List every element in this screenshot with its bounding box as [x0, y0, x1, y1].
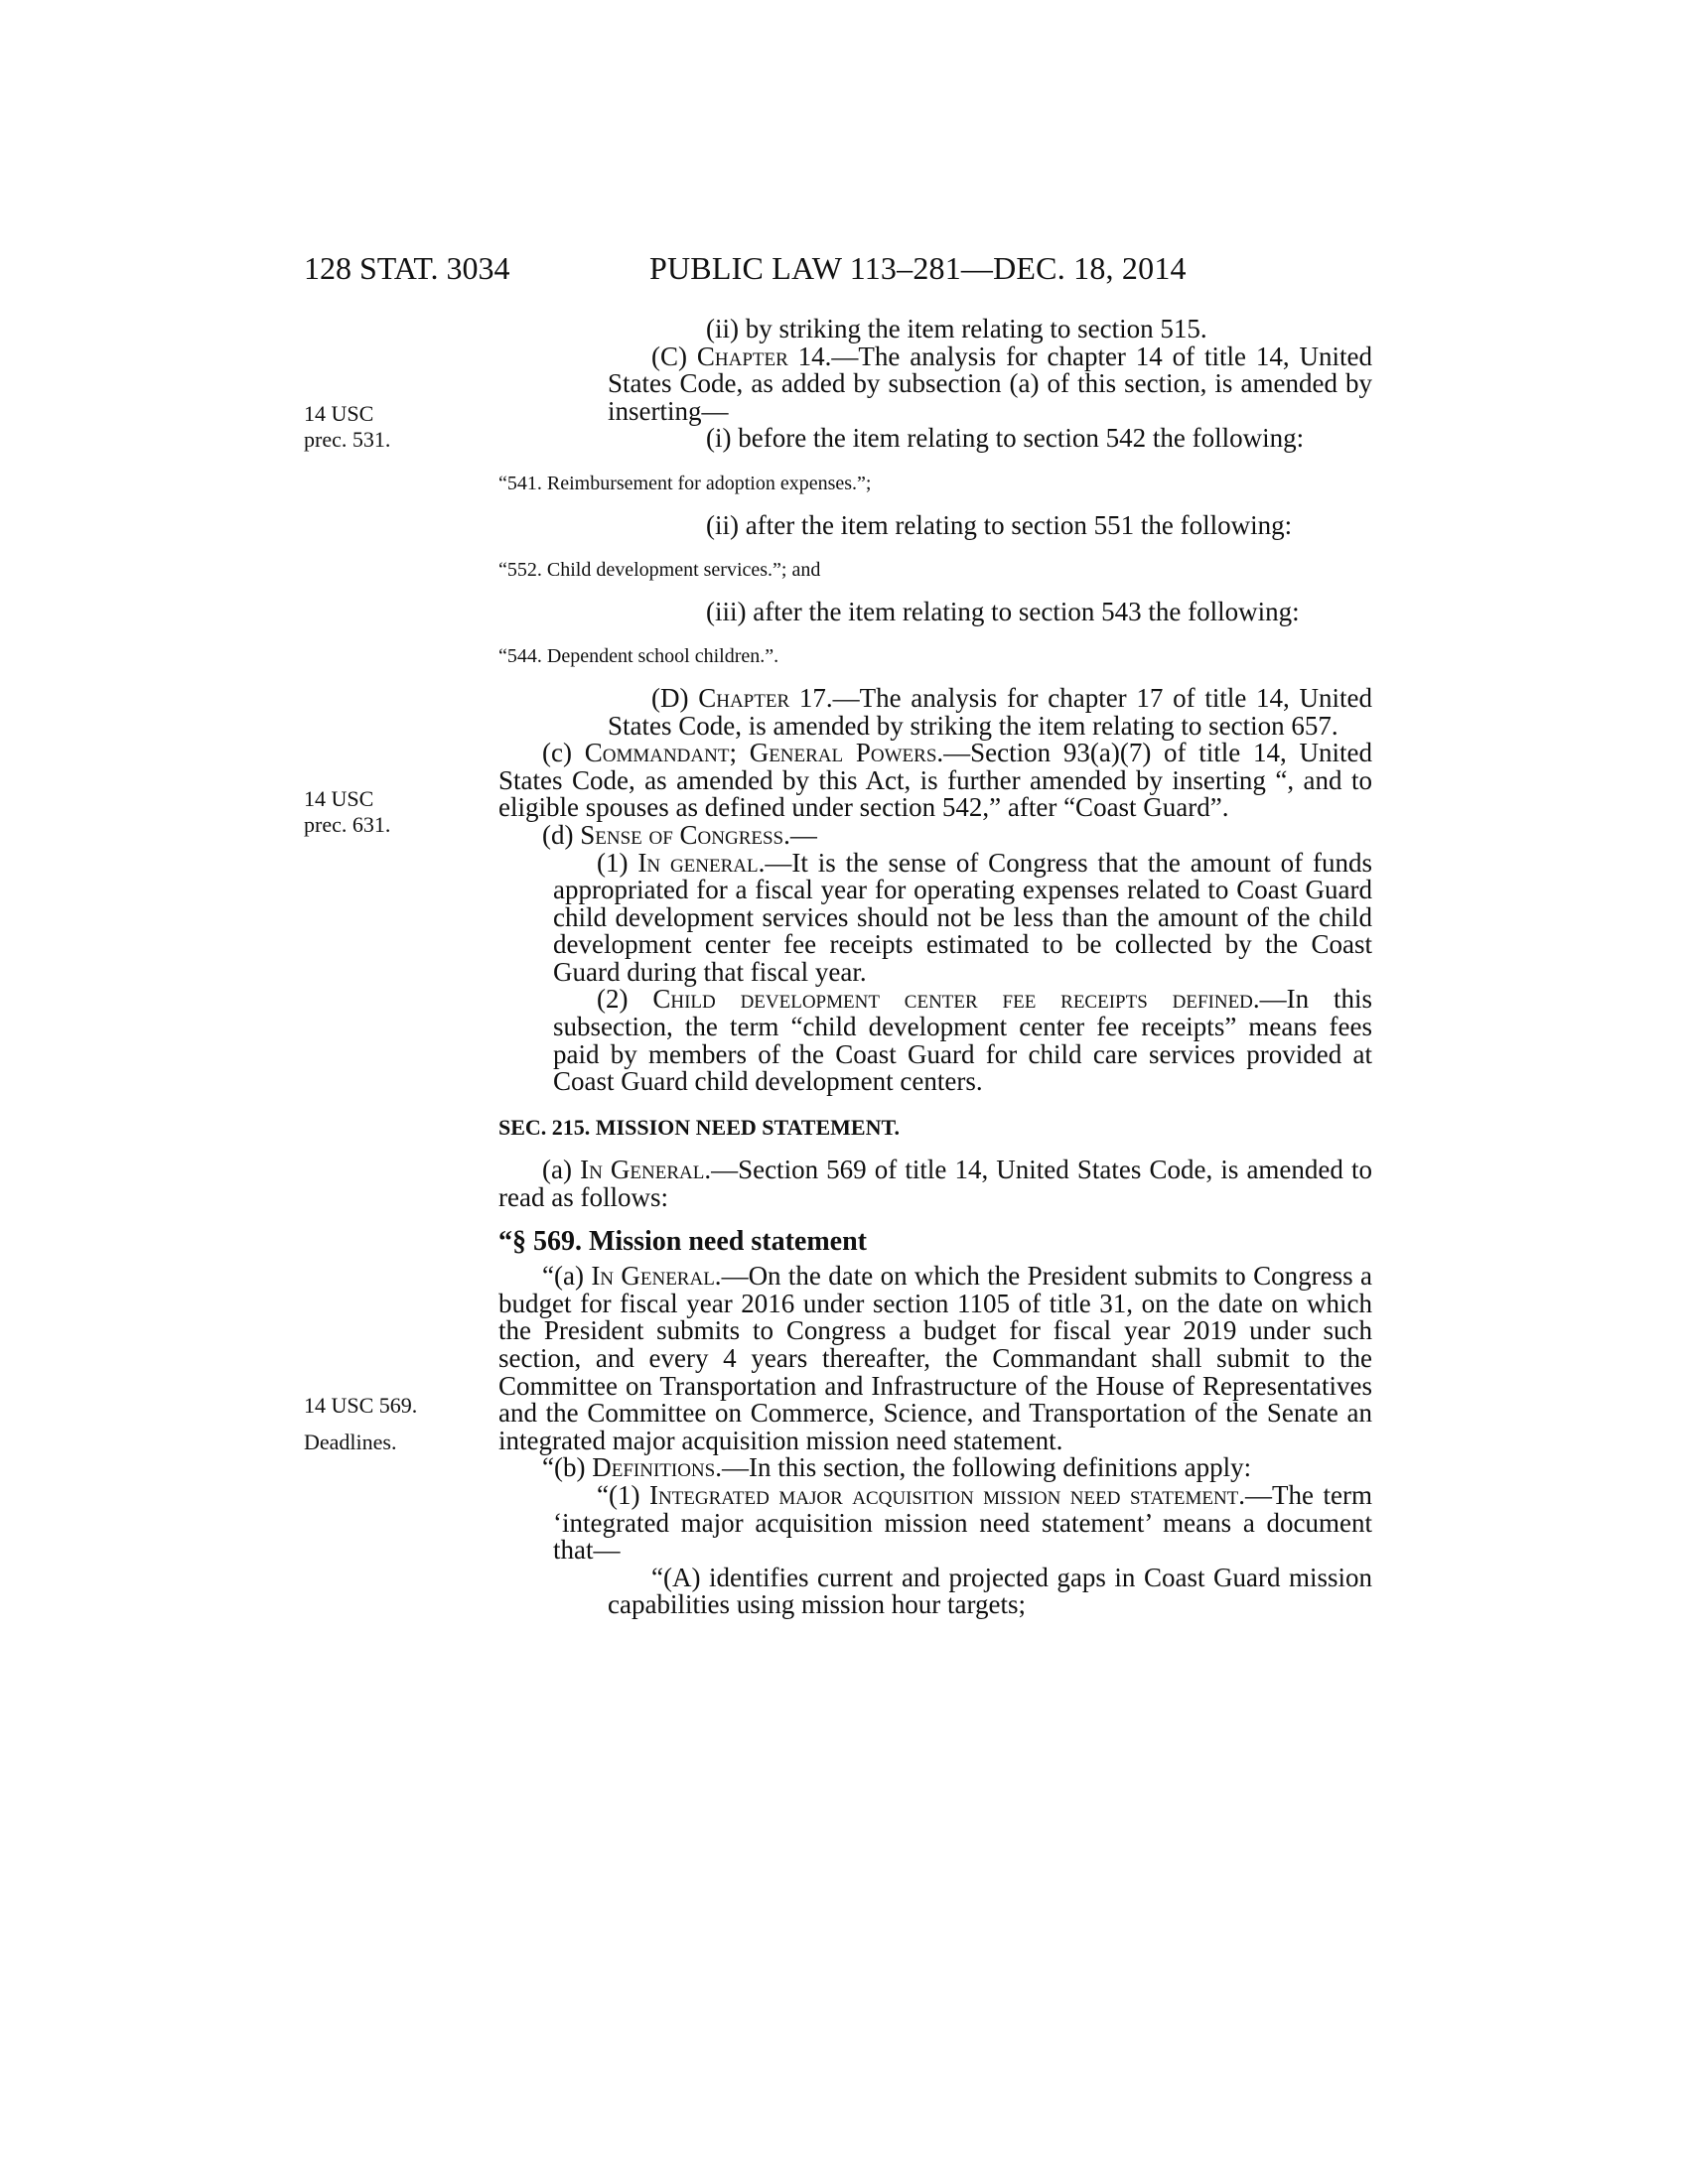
paragraph-569-b-1-A: “(A) identifies current and projected gaps in Coast Guard mission capabilities using mission hour targets;	[608, 1562, 1372, 1620]
paragraph-569-b-definitions: “(b) Definitions.—In this section, the following definitions apply:	[542, 1452, 1252, 1483]
paragraph-fee-receipts-defined: (2) Child development center fee receipts defined.—In this subsection, the term “child development center fee receipts” means fees paid by members of the Coast Guard for child care services provided at Coast Guard child development centers.	[553, 984, 1373, 1097]
section-569-title: “§ 569. Mission need statement	[498, 1225, 867, 1257]
public-law-title: PUBLIC LAW 113–281—DEC. 18, 2014	[649, 250, 1187, 286]
margin-note-deadlines: Deadlines.	[304, 1430, 397, 1454]
inserted-item-541: “541. Reimbursement for adoption expenses.”;	[498, 472, 872, 494]
paragraph-569-b-1-statement: “(1) Integrated major acquisition mission need statement.—The term ‘integrated major acquisition mission need statement’ means a document that—	[553, 1479, 1372, 1566]
paragraph-ii-strike: (ii) by striking the item relating to section 515.	[706, 314, 1207, 343]
paragraph-commandant-powers: (c) Commandant; General Powers.—Section 93(a)(7) of title 14, United States Code, as amended by this Act, is further amended by inserting “, and to eligible spouses as defined under section 542,” after “Coast Guard”.	[498, 738, 1373, 823]
paragraph-after-543: (iii) after the item relating to section 543 the following:	[706, 596, 1300, 626]
statute-body	[498, 316, 1372, 1619]
paragraph-in-general-1: (1) In general.—It is the sense of Congress that the amount of funds appropriated for a fiscal year for operating expenses related to Coast Guard child development services should not be less than the amount of the child development center fee receipts estimated to be collected by the Coast Guard during that fiscal year.	[553, 847, 1372, 987]
page-header	[0, 250, 1688, 290]
statute-page-reference: 128 STAT. 3034	[304, 250, 510, 286]
section-215-heading: SEC. 215. MISSION NEED STATEMENT.	[498, 1114, 901, 1140]
inserted-item-552: “552. Child development services.”; and	[498, 559, 821, 582]
paragraph-section-569-amended: (a) In General.—Section 569 of title 14, United States Code, is amended to read as follows:	[498, 1155, 1372, 1213]
inserted-item-544: “544. Dependent school children.”.	[498, 645, 779, 668]
paragraph-sense-of-congress: (d) Sense of Congress.—	[542, 819, 817, 850]
paragraph-before-542: (i) before the item relating to section 542 the following:	[706, 423, 1305, 454]
margin-note-usc-531: 14 USC prec. 531.	[304, 401, 391, 452]
margin-note-usc-569: 14 USC 569.	[304, 1393, 418, 1418]
paragraph-chapter-17: (D) Chapter 17.—The analysis for chapter 17 of title 14, United States Code, is amended by striking the item relating to section 657.	[608, 682, 1373, 741]
paragraph-chapter-14: (C) Chapter 14.—The analysis for chapter 14 of title 14, United States Code, as added by subsection (a) of this section, is amended by inserting—	[608, 341, 1372, 426]
paragraph-569-a-in-general: “(a) In General.—On the date on which the President submits to Congress a budget for fiscal year 2016 under section 1105 of title 31, on the date on which the President submits to Congress a budget for fiscal year 2019 under such section, and every 4 years thereafter, the Commandant shall submit to the Committee on Transportation and Infrastructure of the House of Representatives and the Committee on Commerce, Science, and Transportation of the Senate an integrated major acquisition mission need statement.	[498, 1261, 1372, 1455]
margin-note-usc-631: 14 USC prec. 631.	[304, 786, 391, 837]
paragraph-after-551: (ii) after the item relating to section 551 the following:	[706, 509, 1293, 540]
